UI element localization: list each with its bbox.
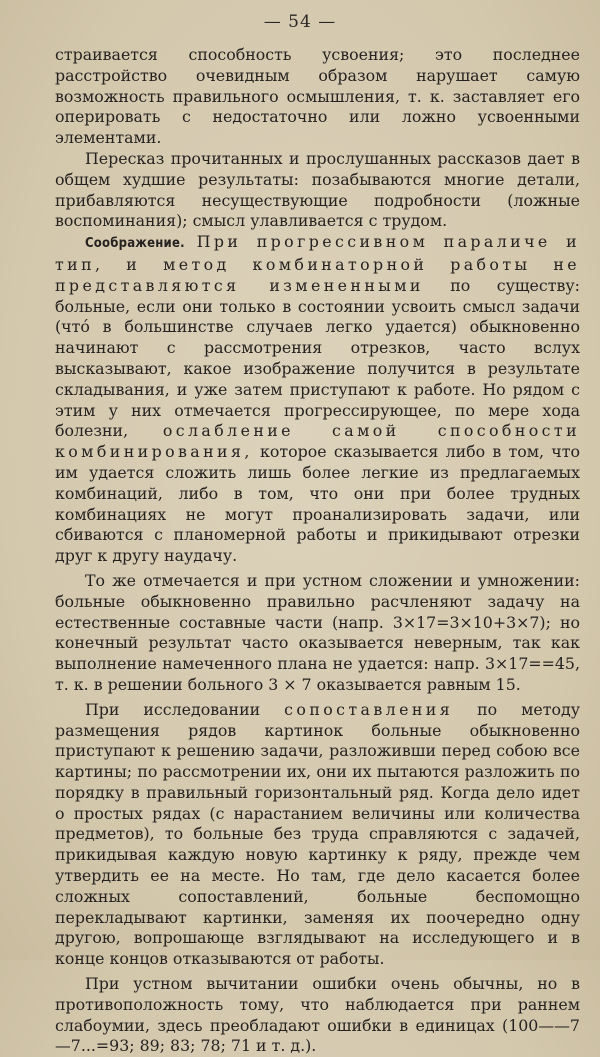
spaced-emphasis: ослабление самой способности комбинирования, [55, 421, 580, 462]
paragraph-text: по существу: больные, если они только в состоянии усвоить смысл задачи (что́ в большинстве случаев легко удается) обыкновенно начинают с рассмотрения отрезков, часто вслух высказывают, какое изображение получится в результате складывания, и уже затем приступают к работе. Но рядом с этим у них отмечается прогрессирующее, по мере хода болезни, [55, 275, 580, 441]
paragraph-subtraction: При устном вычитании ошибки очень обычны, но в противоположность тому, что наблюдается при раннем слабоумии, здесь преобладают ошибки в единицах (100——7—7...=93; 89; 83; 78; 71 и т. д.). [55, 974, 580, 1056]
spaced-emphasis: сопоставления [284, 699, 454, 719]
section-lead: Соображение. [85, 236, 185, 252]
paragraph-text: по методу размещения рядов картинок больные обыкновенно приступают к решению задачи, разложивши перед собою все картины; по рассмотрении их, они их пытаются разложить по порядку в правильный горизонтальный ряд. Когда дело идет о простых рядах (с нарастанием величины или количества предметов), то больные без труда справляются с задачей, прикидывая каждую новую картинку к ряду, прежде чем утвердить ее на месте. Но там, где дело касается более сложных сопоставлений, больные беспомощно перекладывают картинки, заменяя их поочередно одну другою, вопрошающе взглядывают на исследующего и в конце концов отказываются от работы. [55, 699, 580, 969]
body-text [55, 45, 580, 1057]
paragraph-retelling: Пересказ прочитанных и прослушанных рассказов дает в общем худшие результаты: позабываются многие детали, прибавляются несуществующие подробности (ложные воспоминания); смысл улавливается с трудом. [55, 148, 580, 231]
paragraph-arithmetic: То же отмечается и при устном сложении и умножении: больные обыкновенно правильно расчленяют задачу на естественные составные части (напр. 3×17=3×10+3×7); но конечный результат часто оказывается неверным, так как выполнение намеченного плана не удается: напр. 3×17==45, т. к. в решении больного 3 × 7 оказывается равным 15. [55, 570, 580, 694]
paragraph-continuation: страивается способность усвоения; это последнее расстройство очевидным образом нарушает самую возможность правильного осмышления, т. к. заставляет его оперировать с недостаточно или ложно усвоенными элементами. [55, 45, 580, 148]
paragraph-text: При исследовании [85, 699, 261, 719]
paragraph-comparison [55, 700, 580, 970]
page-number: — 54 — [263, 12, 337, 32]
paragraph-reasoning [55, 232, 580, 567]
paragraph-text: которое сказывается либо в том, что им удается сложить лишь более легкие из предлагаемых комбинаций, либо в том, что они при более трудных комбинациях не могут проанализировать задачи, или сбиваются с планомерной работы и прикидывают отрезки друг к другу наудачу. [55, 442, 580, 566]
spaced-emphasis: При прогрессивном параличе и тип, и метод комбинаторной работы не представляются измененными [55, 232, 580, 295]
